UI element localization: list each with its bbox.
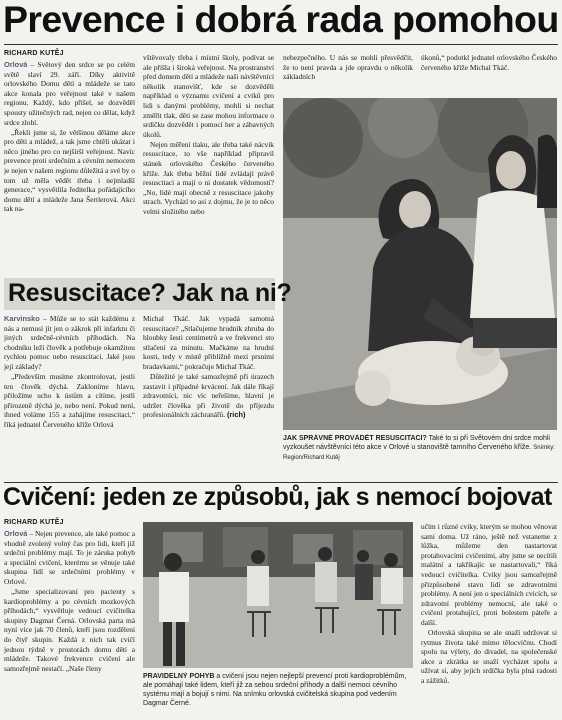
article1-column4 (421, 53, 557, 95)
location-label: Orlová (4, 60, 28, 69)
article3-column4 (421, 522, 557, 720)
paragraph: úkonů,“ podotkl jednatel orlovského Českého červeného kříže Michal Tkáč. (421, 53, 557, 72)
photo-resuscitation (283, 98, 557, 430)
paragraph: „Především musíme zkontrolovat, jestli ten člověk dýchá. Zakloníme hlavu, přiložíme ucho k ústům a cítíme, jestli přirozeně dýchá je, nebo není. Pokud není, ihned voláme 155 a zahájíme resuscitaci,“ říká jednatel Červeného kříže Orlová (4, 372, 135, 430)
resuscitation-illustration (283, 98, 557, 430)
paragraph: „Řekli jsme si, že většinou děláme akce pro děti a mládež, a tak jsme chtěli ukázat i něco jiného pro co nejširší veřejnost. Navíc prevence proti srdečním a cévním nemocem je nejen v našem regionu důležitá a své by o tom už měla vědět třeba i nejmladší generace,“ vysvětlila ředitelka pořádajícího domu dětí a mládeže Jana Šertlerová. Akci tak na- (4, 127, 135, 214)
byline-article3: RICHARD KUTĚJ (4, 519, 64, 526)
photo-credit: Snímky: Region/Richard Kutěj (283, 445, 555, 461)
article2-column2 (143, 314, 274, 466)
caption-lead: JAK SPRÁVNĚ PROVÁDĚT RESUSCITACI? (283, 435, 427, 442)
paragraph: Důležité je také samozřejmě při úrazech zastavit i případné krvácení. Jak dále říkají zdravotníci, nic víc neřešíme, hlavní je udržet člověka při životě do příjezdu profesionálních záchranářů. (143, 372, 274, 420)
signature: (rich) (226, 410, 246, 420)
paragraph: učím i různé cviky, kterým se mohou věnovat sami doma. Už ráno, ještě než vstaneme z lůžka, můžeme den nastartovat protahovacími cvičeními, aby jsme se necítili malátní a takříkajíc se nastartovali,“ říká vedoucí cvičitelka. Cviky jsou samozřejmě přizpůsobené stavu lidí se zdravotními problémy. A není jen o speciálních cvicích, se zdravotní problémy nemocní, ale také o cvičení protahující, proti bolestem páteře a další. (421, 522, 557, 627)
headline-rule (4, 44, 558, 45)
paragraph: nebezpečného. U nás se mohli přesvědčit, že to není pravda a jde opravdu o několik základních (283, 53, 413, 82)
location-label: Orlová (4, 529, 28, 538)
photo-exercise-group (143, 522, 413, 668)
caption-lead: PRAVIDELNÝ POHYB (143, 673, 215, 680)
article1-column1 (4, 60, 135, 280)
paragraph: Orlovská skupina se ale snaží udržovat si rytmus života také mimo tělocvičnu. Chodí spolu na výlety, do divadel, na společenské akce a zkrátka se snaží vycházet spolu a užívat si, aby jejich srdíčka byla plná radosti a zážitků. (421, 628, 557, 685)
paragraph: vštěvovaly třeba i místní školy, podívat se ale přišla i široká veřejnost. Na prostranství před domem dětí a mládeže naši návštěvníci několik stanovišť, kde se dozvěděli například o významu cvičení a cviků pro lidi s danými problémy, mohli si nechat změřit tlak, děti se zase mohou informace o srdíčku dozvědět i pomocí her a zábavných úkolů. (143, 53, 274, 139)
paragraph: – Může se to stát každému z nás a nemusí jít jen o zákrok při infarktu či jiných srdečně-cévních příhodách. Na chodníku leží člověk a potřebuje okamžitou rychlou pomoc nebo resuscitaci. Jaké jsou její základy? (4, 314, 135, 371)
article2-column1 (4, 314, 135, 466)
caption-resuscitation (283, 434, 557, 478)
caption-text: Také to si při Světovém dni srdce mohli vyzkoušet návštěvníci této akce v Orlové u stanoviště tamního Červeného kříže. (283, 435, 550, 451)
paragraph: Michal Tkáč. Jak vypadá samotná resuscitace? „Stlačujeme hrudník zhruba do hloubky šesti centimetrů a ve frekvenci sto stlačení za minutu. Mačkáme na hrudní kosti, tedy v místě přibližně mezi prsními bradavkami,“ pokračuje Michal Tkáč. (143, 314, 274, 371)
byline-article1: RICHARD KUTĚJ (4, 50, 64, 57)
article1-column2 (143, 53, 274, 281)
headline-prevence: Prevence i dobrá rada pomohou (3, 0, 559, 40)
paragraph: – Nejen prevence, ale také pomoc a vhodně zvolený volný čas pro lidi, kteří již srdeční problémy mají. To je záruka pohyb a speciální cvičení, kterému se věnuje také skupina lidí se srdečními problémy v Orlové. (4, 529, 135, 586)
article1-column3 (283, 53, 413, 95)
article3-column1 (4, 529, 135, 720)
headline-resuscitace: Resuscitace? Jak na ni? (8, 279, 292, 307)
caption-exercise (143, 672, 413, 718)
paragraph: Nejen měření tlaku, ale třeba také nácvik resuscitace, to vše například připravil stánek orlovského Českého červeného kříže. Jak třeba běžní lidé zvládají právě resuscitaci a mají o ni dostatek vědomostí? „No, lidé mají obecně z resuscitace jakoby strach. Vychází to asi z dojmu, že je to něco velmi složitého nebo (143, 139, 274, 216)
paragraph: – Světový den srdce se po celém světě slaví 29. září. Díky aktivitě orlovského Domu dětí a mládeže se tato akce konala pro veřejnost také v našem regionu. Každý, kdo přišel, se dozvěděl spousty užitečných rad, nejen co dělat, když srdce zlobí. (4, 60, 135, 127)
location-label: Karvinsko (4, 314, 40, 323)
paragraph: „Jsme specializovaní pro pacienty s kardioproblémy a po cévních mozkových příhodách,“ vysvětluje vedoucí cvičitelka skupiny Dagmar Černá. Orlovská parta má nyní více jak 70 členů, kteří jsou rozděleni do čtyř skupin. Každá z nich tak cvičí jednou týdně v prostorách domu dětí a mládeže. Takové frekvence cvičení ale samozřejmě nestačí. „Naše členy (4, 587, 135, 673)
caption-text: a cvičení jsou nejen nejlepší prevencí proti kardioproblémům, ale pomáhají také lidem, kteří již za sebou srdeční příhody a další nemoci cévního systému mají a bojují s nimi. Na snímku orlovská cvičitelská skupina pod vedením Dagmar Černé. (143, 673, 407, 707)
headline-cviceni: Cvičení: jeden ze způsobů, jak s nemocí bojovat (3, 483, 552, 511)
exercise-illustration (143, 522, 413, 668)
